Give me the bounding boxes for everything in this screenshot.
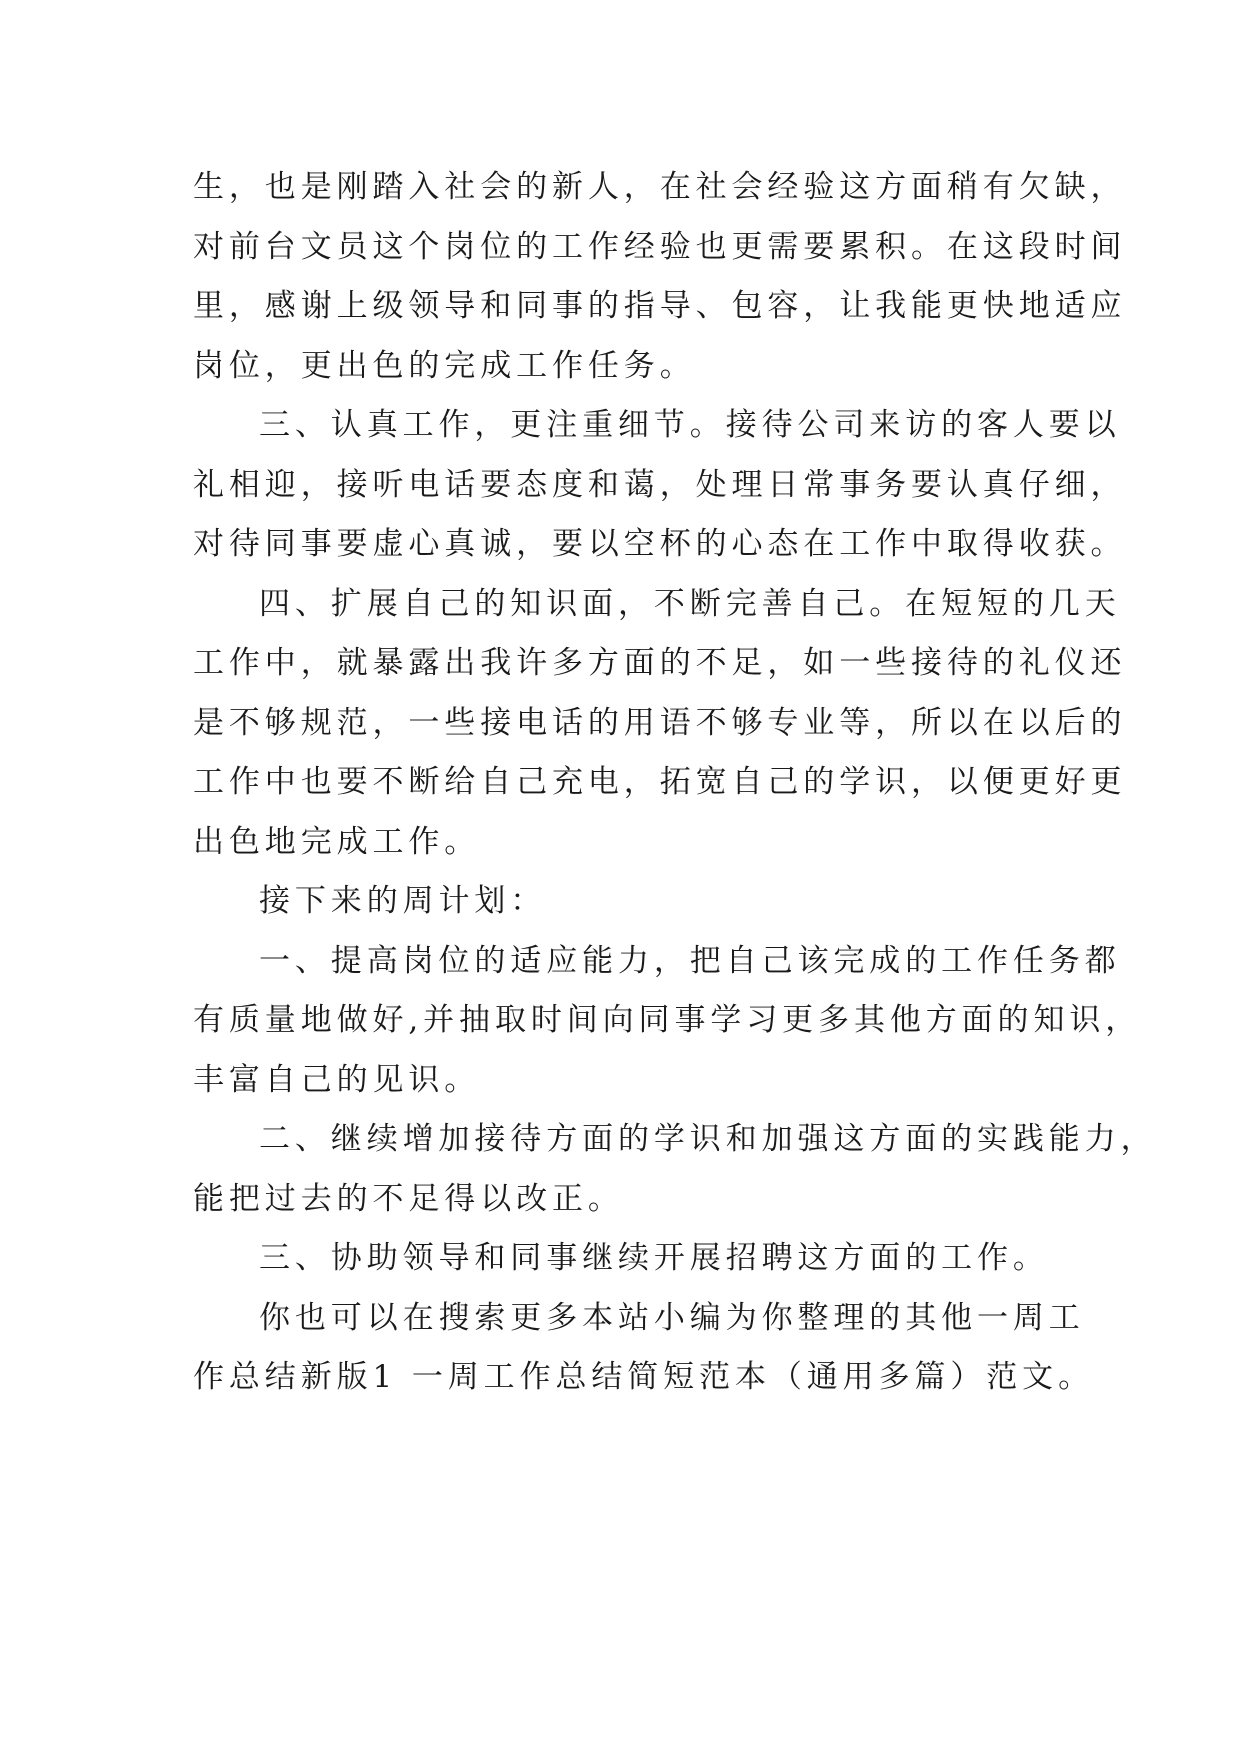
text-line: 丰富自己的见识。 (193, 1061, 481, 1098)
text-line: 能把过去的不足得以改正。 (193, 1180, 624, 1217)
text-line: 二、继续增加接待方面的学识和加强这方面的实践能力， (259, 1121, 1157, 1157)
text-line: 生，也是刚踏入社会的新人，在社会经验这方面稍有欠缺， (193, 169, 1127, 205)
text-line: 礼相迎，接听电话要态度和蔼，处理日常事务要认真仔细， (193, 466, 1127, 503)
text-line: 对前台文员这个岗位的工作经验也更需要累积。在这段时间 (193, 228, 1127, 265)
text-line: 一、提高岗位的适应能力，把自己该完成的工作任务都 (259, 942, 1121, 979)
text-line: 接下来的周计划： (259, 883, 547, 919)
text-line: 四、扩展自己的知识面，不断完善自己。在短短的几天 (259, 585, 1121, 622)
text-line: 里，感谢上级领导和同事的指导、包容，让我能更快地适应 (193, 288, 1127, 324)
text-line: 是不够规范，一些接电话的用语不够专业等，所以在以后的 (193, 704, 1127, 741)
text-line: 有质量地做好,并抽取时间向同事学习更多其他方面的知识， (193, 1002, 1142, 1038)
text-line: 工作中，就暴露出我许多方面的不足，如一些接待的礼仪还 (193, 645, 1127, 681)
text-line: 三、协助领导和同事继续开展招聘这方面的工作。 (259, 1240, 1049, 1276)
document-body (193, 158, 1157, 1408)
text-line: 出色地完成工作。 (193, 823, 481, 860)
text-line: 工作中也要不断给自己充电，拓宽自己的学识，以便更好更 (193, 764, 1127, 800)
text-line: 三、认真工作，更注重细节。接待公司来访的客人要以 (259, 407, 1121, 443)
text-line: 对待同事要虚心真诚，要以空杯的心态在工作中取得收获。 (193, 526, 1127, 562)
text-line: 岗位，更出色的完成工作任务。 (193, 347, 696, 384)
text-line: 你也可以在搜索更多本站小编为你整理的其他一周工 (259, 1299, 1085, 1336)
text-line: 作总结新版1 一周工作总结简短范本（通用多篇）范文。 (193, 1359, 1094, 1395)
